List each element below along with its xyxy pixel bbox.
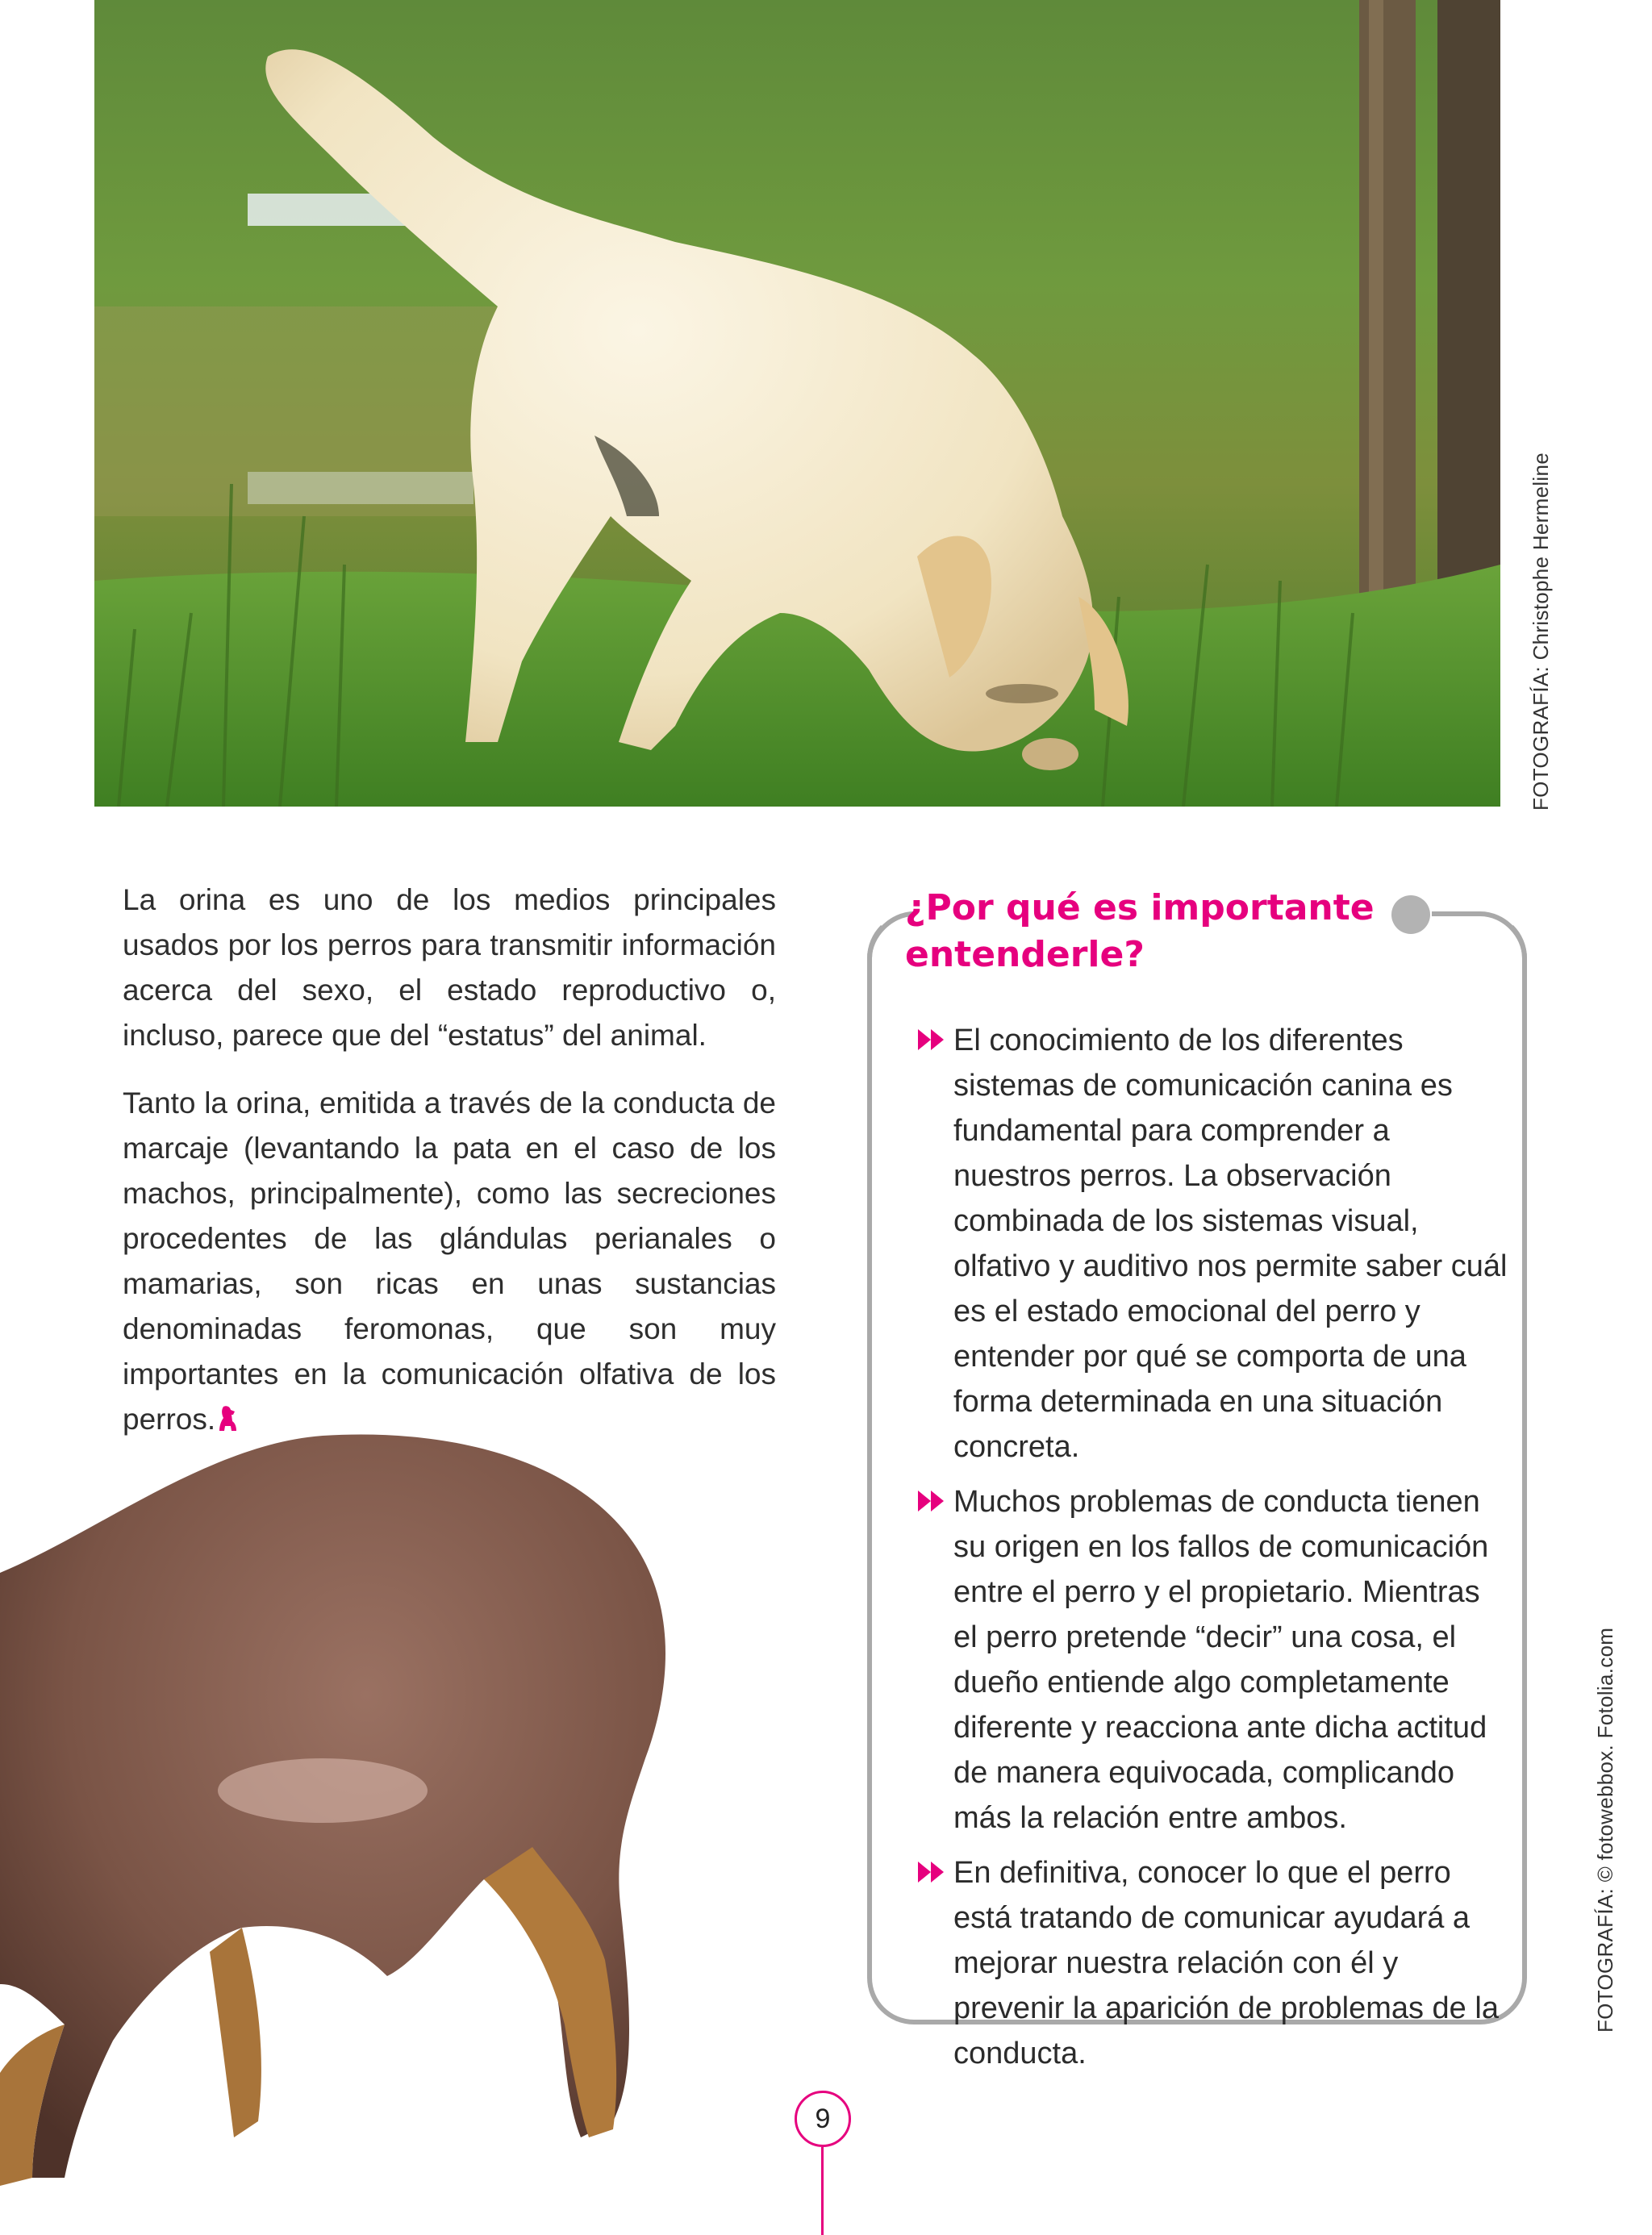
- list-item: [912, 1018, 1508, 1470]
- sidebar-title: ¿Por qué es importante entenderle?: [905, 887, 1375, 975]
- double-triangle-icon: [918, 1862, 945, 1883]
- page-number: 9: [795, 2091, 851, 2147]
- chihuahua-photo: [0, 1428, 694, 2235]
- intro-paragraph-2-text: Tanto la orina, emitida a través de la conducta de marcaje (levantando la pata en el caso de los machos, principalmente), como las secreciones procedentes de las glándulas perianales o mamarias, son ricas en unas sustancias denominadas feromonas, que son muy importantes en la comunicación olfativa de los perros.: [123, 1086, 776, 1436]
- intro-text: [123, 878, 776, 1465]
- double-triangle-icon: [918, 1029, 945, 1050]
- list-item: [912, 1850, 1508, 2076]
- list-item: [912, 1479, 1508, 1841]
- sidebar-list: [912, 1018, 1508, 2086]
- intro-paragraph-1: La orina es uno de los medios principales usados por los perros para transmitir información acerca del sexo, el estado reproductivo o, incluso, parece que del “estatus” del animal.: [123, 883, 776, 1052]
- photo-credit-top: FOTOGRAFÍA: Christophe Hermeline: [1529, 452, 1553, 811]
- intro-paragraph-2: [123, 1081, 776, 1442]
- sidebar-item-text: Muchos problemas de conducta tienen su origen en los fallos de comunicación entre el perro y el propietario. Mientras el perro pretende “decir” una cosa, el dueño entiende algo completamente diferente y reacciona ante dicha actitud de manera equivocada, complicando más la relación entre ambos.: [953, 1485, 1489, 1835]
- sidebar-item-text: En definitiva, conocer lo que el perro está tratando de comunicar ayudará a mejorar nuestra relación con él y prevenir la aparición de problemas de la conducta.: [953, 1856, 1499, 2070]
- double-triangle-icon: [918, 1491, 945, 1512]
- labrador-photo: [94, 0, 1500, 807]
- photo-credit-side: FOTOGRAFÍA: © fotowebbox. Fotolia.com: [1593, 1627, 1617, 2033]
- page-number-line: [821, 2147, 824, 2235]
- sidebar-item-text: El conocimiento de los diferentes sistemas de comunicación canina es fundamental para comprender a nuestros perros. La observación combinada de los sistemas visual, olfativo y auditivo nos permite saber cuál es el estado emocional del perro y entender por qué se comporta de una forma determinada en una situación concreta.: [953, 1024, 1508, 1464]
